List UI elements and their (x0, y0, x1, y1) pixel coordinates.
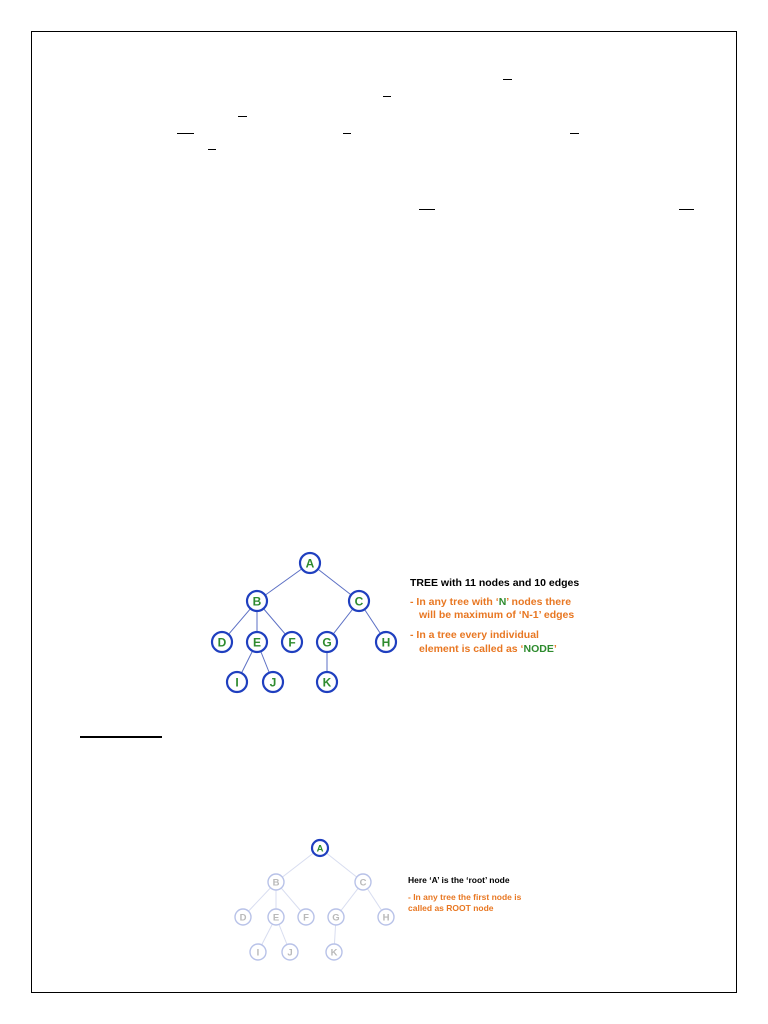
root-caption-bullet: - In any tree the first node is (408, 892, 522, 903)
tree-diagram-root (228, 832, 403, 967)
node-label: E (252, 635, 262, 650)
tree-node-j (263, 672, 283, 692)
node-label: I (235, 675, 239, 690)
tree-node-j (282, 944, 298, 960)
caption-title: TREE with 11 nodes and 10 edges (410, 577, 580, 589)
underline-mark (238, 116, 247, 117)
tree-node-a (300, 553, 320, 573)
node-label: I (256, 947, 260, 959)
node-label: B (252, 594, 262, 609)
tree-node-c (349, 591, 369, 611)
tree-node-c (355, 874, 371, 890)
tree-node-a (312, 840, 328, 856)
highlight-n: N (498, 595, 507, 608)
tree-figure-full (200, 545, 400, 695)
underline-mark (343, 133, 351, 134)
node-label: K (330, 947, 338, 959)
tree-node-f (298, 909, 314, 925)
node-label: E (272, 912, 280, 924)
underline-mark (570, 133, 579, 134)
caption-bullet-1: - In any tree with ‘N’ nodes there (410, 595, 572, 608)
tree-node-e (247, 632, 267, 652)
tree-node-d (212, 632, 232, 652)
node-label: H (381, 635, 391, 650)
tree-node-g (317, 632, 337, 652)
tree-diagram (200, 545, 400, 695)
highlight-node: NODE (523, 642, 554, 655)
tree-node-f (282, 632, 302, 652)
node-label: D (239, 912, 247, 924)
node-label: A (316, 843, 324, 855)
tree-node-g (328, 909, 344, 925)
root-caption-bullet-cont: called as ROOT node (408, 903, 494, 914)
root-caption (408, 875, 521, 914)
node-label: F (303, 912, 309, 924)
tree-figure-root (228, 832, 403, 967)
node-label: A (305, 556, 315, 571)
tree-node-k (326, 944, 342, 960)
underline-mark (503, 79, 512, 80)
node-label: F (288, 635, 296, 650)
node-label: G (332, 912, 340, 924)
underline-mark (383, 96, 391, 97)
caption-bullet-2-cont: element is called as ‘NODE’ (419, 642, 557, 655)
underline-mark (177, 133, 194, 134)
node-label: J (269, 675, 277, 690)
tree-node-b (247, 591, 267, 611)
tree-node-d (235, 909, 251, 925)
node-label: J (287, 947, 293, 959)
underline-mark (419, 209, 435, 210)
tree-caption (410, 577, 579, 656)
root-caption-title: Here ‘A’ is the ‘root’ node (408, 875, 510, 885)
node-label: C (359, 877, 367, 889)
tree-node-k (317, 672, 337, 692)
node-label: B (272, 877, 280, 889)
node-label: H (382, 912, 390, 924)
node-label: C (354, 594, 364, 609)
tree-node-b (268, 874, 284, 890)
underline-mark (208, 149, 216, 150)
section-underline (80, 736, 162, 738)
highlight-n-minus-1: N-1 (521, 609, 539, 622)
tree-node-e (268, 909, 284, 925)
tree-node-h (378, 909, 394, 925)
caption-bullet-2: - In a tree every individual (410, 628, 539, 641)
tree-node-h (376, 632, 396, 652)
node-label: G (322, 635, 332, 650)
tree-node-i (250, 944, 266, 960)
underline-mark (679, 209, 694, 210)
tree-node-i (227, 672, 247, 692)
node-label: D (217, 635, 227, 650)
caption-bullet-1-cont: will be maximum of ‘N-1’ edges (419, 609, 575, 622)
node-label: K (322, 675, 332, 690)
